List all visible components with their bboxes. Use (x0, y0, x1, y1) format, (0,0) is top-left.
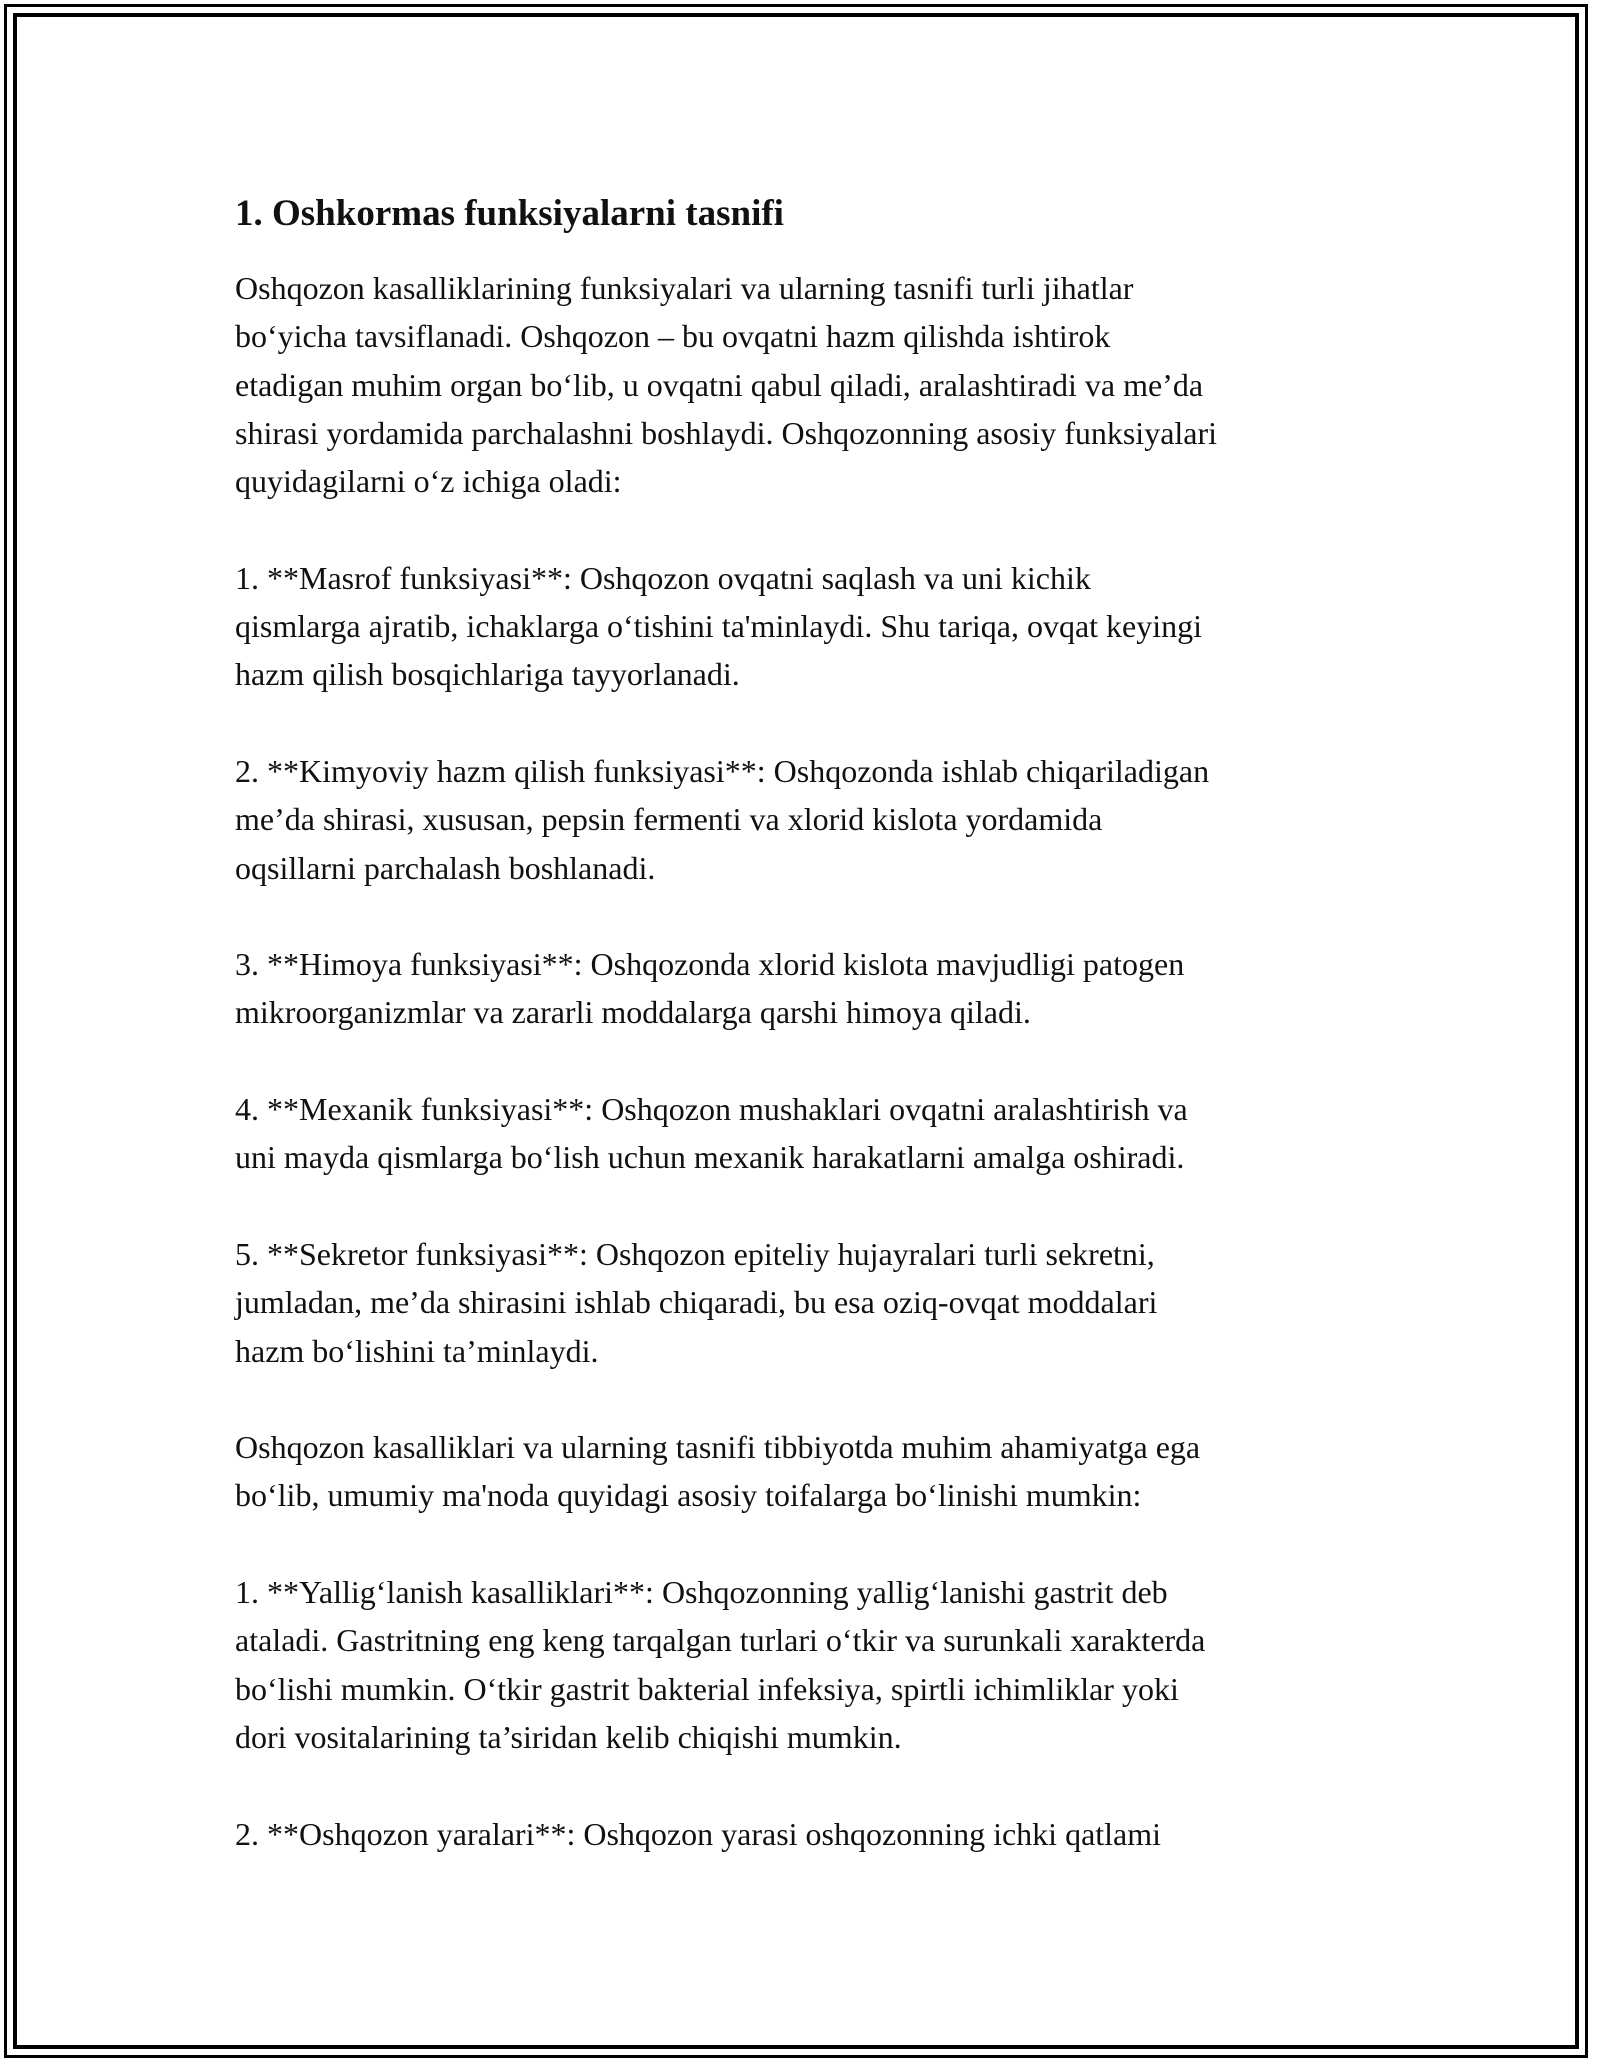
list-item-chemical-digestion-function: 2. **Kimyoviy hazm qilish funksiyasi**: Oshqozonda ishlab chiqariladigan me’da shirasi, xususan, pepsin fermenti va xlorid kislota yordamida oqsillarni parchalash boshlanadi. (235, 752, 1210, 886)
list-item-secretory-function: 5. **Sekretor funksiyasi**: Oshqozon epiteliy hujayralari turli sekretni, jumladan, me’da shirasini ishlab chiqaradi, bu esa oziq-ovqat moddalari hazm bo‘lishini ta’minlaydi. (235, 1235, 1158, 1369)
list-item-masrof-function: 1. **Masrof funksiyasi**: Oshqozon ovqatni saqlash va uni kichik qismlarga ajratib, ichaklarga o‘tishini ta'minlaydi. Shu tariqa, ovqat keyingi hazm qilish bosqichlariga tayyorlanadi. (235, 559, 1203, 693)
list-item-mechanical-function: 4. **Mexanik funksiyasi**: Oshqozon mushaklari ovqatni aralashtirish va uni mayda qismlarga bo‘lish uchun mexanik harakatlarni amalga oshiradi. (235, 1091, 1188, 1176)
document-body (235, 188, 1385, 1906)
list-item-inflammatory-diseases: 1. **Yallig‘lanish kasalliklari**: Oshqozonning yallig‘lanishi gastrit deb ataladi. Gastritning eng keng tarqalgan turlari o‘tkir va surunkali xarakterda bo‘lishi mumkin. O‘tkir gastrit bakterial infeksiya, spirtli ichimliklar yoki dori vositalarining ta’siridan kelib chiqishi mumkin. (235, 1574, 1206, 1755)
section-heading: 1. Oshkormas funksiyalarni tasnifi (235, 193, 784, 234)
intro-paragraph: Oshqozon kasalliklarining funksiyalari va ularning tasnifi turli jihatlar bo‘yicha tavsiflanadi. Oshqozon – bu ovqatni hazm qilishda ishtirok etadigan muhim organ bo‘lib, u ovqatni qabul qiladi, aralashtiradi va me’da shirasi yordamida parchalashni boshlaydi. Oshqozonning asosiy funksiyalari quyidagilarni o‘z ichiga oladi: (235, 270, 1218, 500)
list-item-stomach-ulcers: 2. **Oshqozon yaralari**: Oshqozon yarasi oshqozonning ichki qatlami (235, 1815, 1162, 1852)
diseases-intro-paragraph: Oshqozon kasalliklari va ularning tasnifi tibbiyotda muhim ahamiyatga ega bo‘lib, umumiy ma'noda quyidagi asosiy toifalarga bo‘linishi mumkin: (235, 1429, 1201, 1514)
list-item-protection-function: 3. **Himoya funksiyasi**: Oshqozonda xlorid kislota mavjudligi patogen mikroorganizmlar va zararli moddalarga qarshi himoya qiladi. (235, 946, 1185, 1031)
